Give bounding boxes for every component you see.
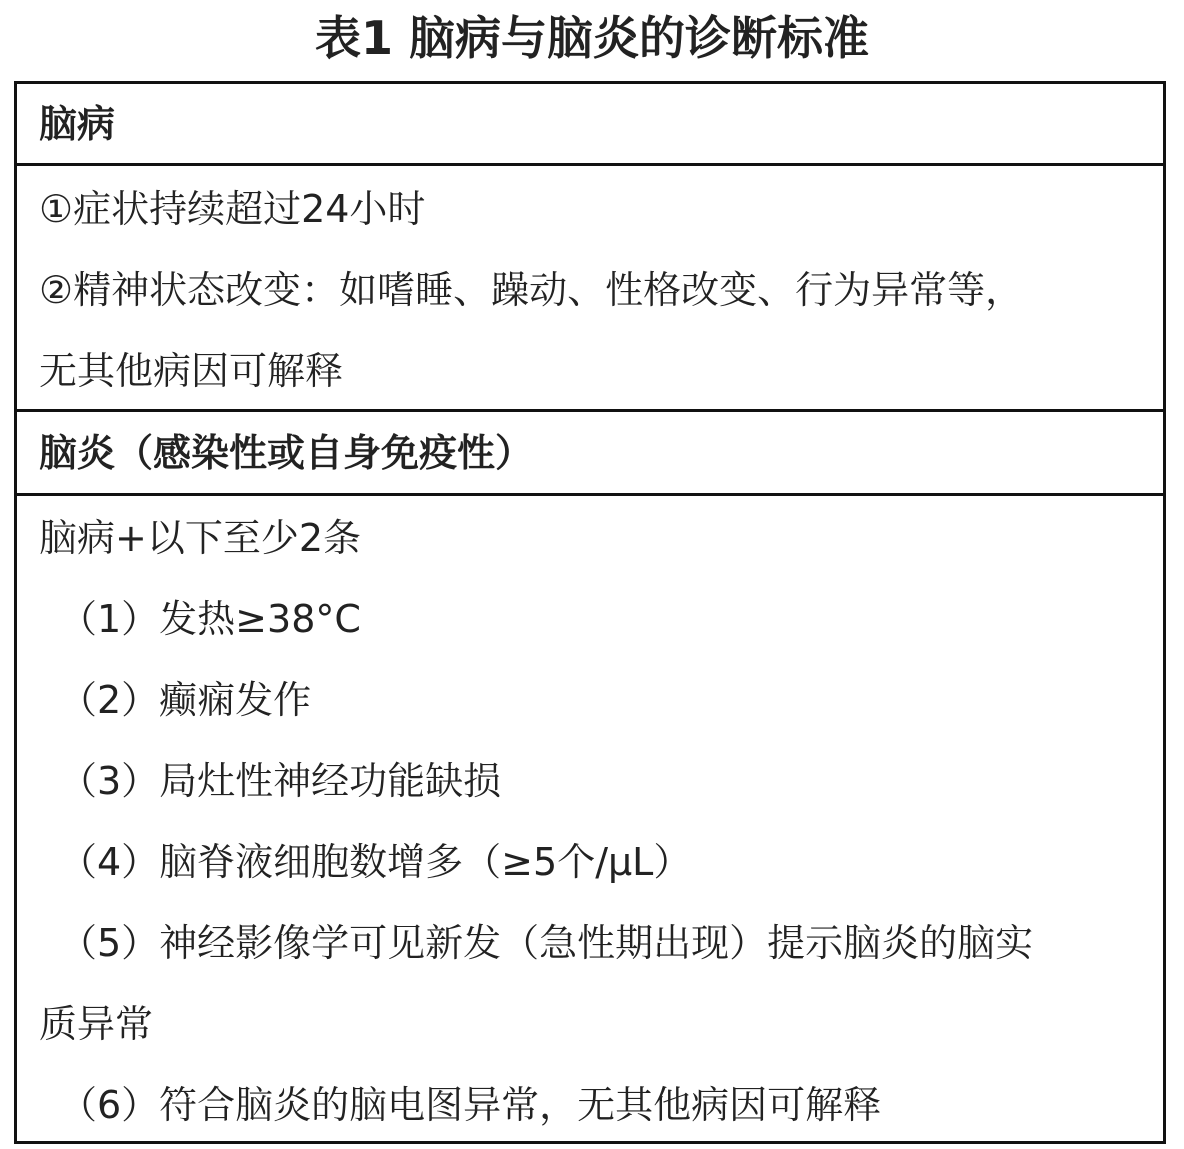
encephalitis-criterion-6: （6）符合脑炎的脑电图异常，无其他病因可解释 [59, 1083, 882, 1127]
table-title: 表1 脑病与脑炎的诊断标准 [314, 11, 870, 65]
encephalopathy-criterion-1: ①症状持续超过24小时 [39, 187, 426, 231]
encephalitis-criterion-5-continued: 质异常 [39, 1002, 154, 1046]
encephalitis-criteria-intro: 脑病+以下至少2条 [39, 516, 362, 560]
encephalitis-heading: 脑炎（感染性或自身免疫性） [39, 431, 534, 475]
diagnostic-criteria-table [14, 81, 1166, 1144]
encephalopathy-header-row [17, 84, 1163, 166]
encephalitis-criterion-1: （1）发热≥38°C [59, 597, 361, 641]
encephalitis-criterion-4: （4）脑脊液细胞数增多（≥5个/μL） [59, 840, 692, 884]
encephalitis-criterion-3: （3）局灶性神经功能缺损 [59, 759, 502, 803]
encephalitis-header-row [17, 412, 1163, 496]
encephalitis-criterion-2: （2）癫痫发作 [59, 678, 312, 722]
encephalopathy-criterion-2: ②精神状态改变：如嗜睡、躁动、性格改变、行为异常等， [39, 268, 1024, 312]
encephalopathy-criteria-row [17, 166, 1163, 412]
encephalitis-criterion-5: （5）神经影像学可见新发（急性期出现）提示脑炎的脑实 [59, 921, 1034, 965]
encephalitis-criteria-row [17, 496, 1163, 1141]
encephalopathy-heading: 脑病 [39, 102, 116, 146]
encephalopathy-criterion-2-continued: 无其他病因可解释 [39, 349, 344, 393]
